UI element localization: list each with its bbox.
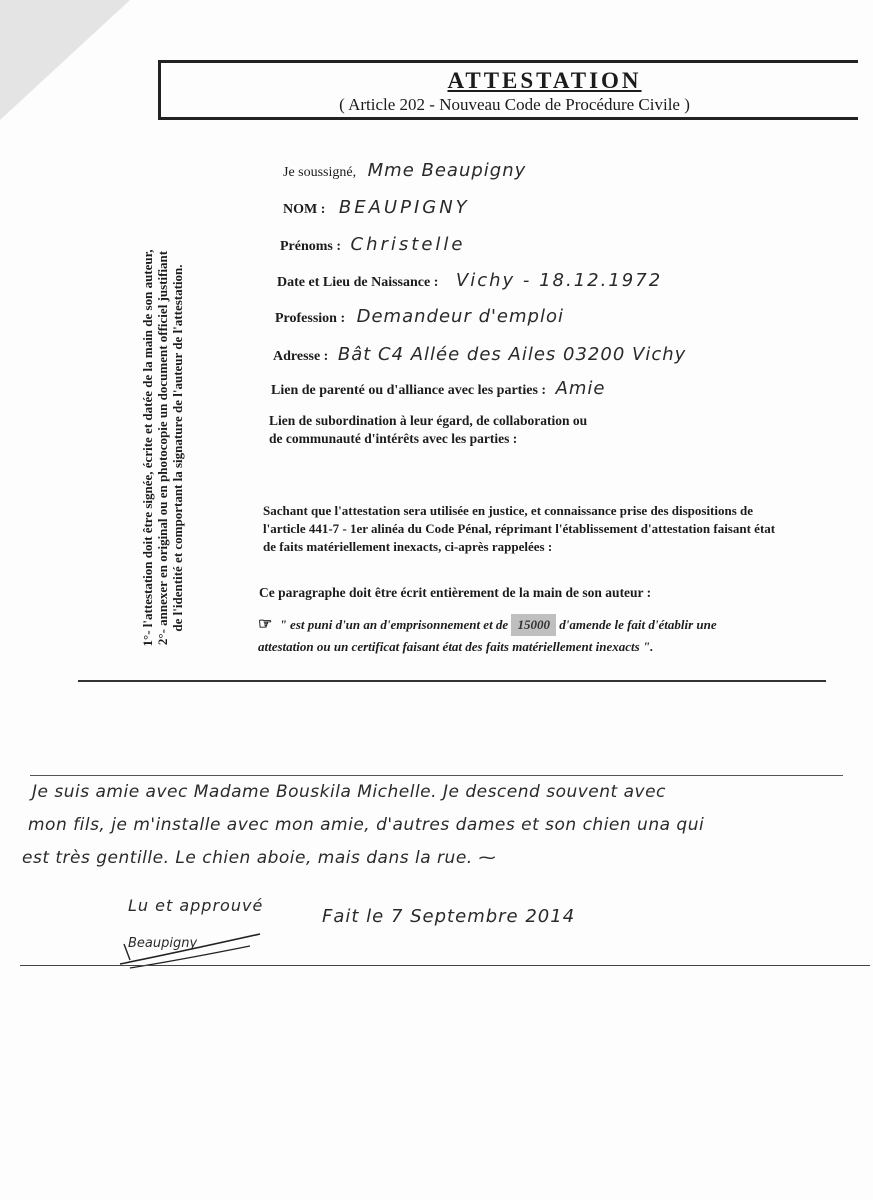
statement-top-line [30, 775, 843, 776]
adresse-value: Bât C4 Allée des Ailes 03200 Vichy [337, 344, 687, 365]
naissance-row [277, 270, 662, 291]
nom-row [283, 197, 470, 218]
legal-line-2: l'article 441-7 - 1er alinéa du Code Pénal, réprimant l'établissement d'attestation faisant état [263, 521, 776, 536]
header-box [158, 60, 858, 120]
statement-line-3: est très gentille. Le chien aboie, mais dans la rue. ⁓ [22, 848, 497, 868]
lien-parente-row [271, 378, 606, 399]
penal-quote-line-2: attestation ou un certificat faisant état des faits matériellement inexacts ". [258, 639, 654, 654]
signature [100, 926, 270, 976]
side-note-line-3: de l'identité et comportant la signature de l'auteur de l'attestation. [170, 264, 185, 632]
lien-parente-value: Amie [555, 378, 606, 399]
naissance-label: Date et Lieu de Naissance : [277, 275, 439, 290]
penal-quote-part-1: " est puni d'un an d'emprisonnement et de [279, 617, 509, 632]
nom-value: BEAUPIGNY [338, 197, 470, 218]
prenoms-value: Christelle [350, 234, 466, 255]
lien-subordination-line-1: Lien de subordination à leur égard, de collaboration ou [269, 413, 588, 428]
prenoms-row [280, 234, 466, 255]
prenoms-label: Prénoms : [280, 239, 342, 254]
legal-notice [263, 502, 833, 556]
soussigne-value: Mme Beaupigny [367, 160, 527, 181]
profession-value: Demandeur d'emploi [356, 306, 564, 327]
divider-upper [78, 680, 826, 682]
lien-subordination-line-2: de communauté d'intérêts avec les parties : [269, 431, 518, 446]
side-note-line-1: 1°- l'attestation doit être signée, écrite et datée de la main de son auteur, [140, 249, 155, 647]
fait-le-date: Fait le 7 Septembre 2014 [322, 906, 576, 927]
soussigne-label: Je soussigné, [283, 165, 357, 180]
lien-subordination [269, 412, 789, 448]
legal-line-1: Sachant que l'attestation sera utilisée en justice, et connaissance prise des dispositions de [263, 503, 754, 518]
side-note-line-2: 2°- annexer en original ou en photocopie un document officiel justifiant [155, 250, 170, 646]
page-title: ATTESTATION [447, 68, 642, 93]
signature-strokes [100, 926, 270, 976]
lu-et-approuve: Lu et approuvé [128, 896, 264, 915]
profession-label: Profession : [275, 311, 346, 326]
soussigne-row [283, 160, 526, 181]
adresse-label: Adresse : [273, 349, 329, 364]
penal-quote-line-1 [258, 614, 828, 636]
statement-line-2: mon fils, je m'installe avec mon amie, d'autres dames et son chien una qui [28, 815, 705, 835]
profession-row [275, 306, 564, 327]
nom-label: NOM : [283, 202, 326, 217]
side-instructions [140, 228, 185, 668]
penal-amount: 15000 [511, 614, 556, 636]
naissance-value: Vichy - 18.12.1972 [455, 270, 663, 291]
page-corner-fold [0, 0, 130, 120]
pointing-hand-icon: ☞ [258, 616, 273, 633]
handwriting-instruction: Ce paragraphe doit être écrit entièrement de la main de son auteur : [259, 585, 652, 600]
page-subtitle: ( Article 202 - Nouveau Code de Procédure Civile ) [339, 95, 690, 114]
penal-quote-part-2: d'amende le fait d'établir une [559, 617, 717, 632]
divider-lower [20, 965, 870, 966]
legal-line-3: de faits matériellement inexacts, ci-après rappelées : [263, 539, 553, 554]
signature-text: Beaupigny [128, 936, 198, 951]
penal-quote [258, 614, 828, 658]
statement-line-1: Je suis amie avec Madame Bouskila Michelle. Je descend souvent avec [32, 782, 666, 802]
adresse-row [273, 344, 686, 365]
lien-parente-label: Lien de parenté ou d'alliance avec les parties : [271, 383, 547, 398]
